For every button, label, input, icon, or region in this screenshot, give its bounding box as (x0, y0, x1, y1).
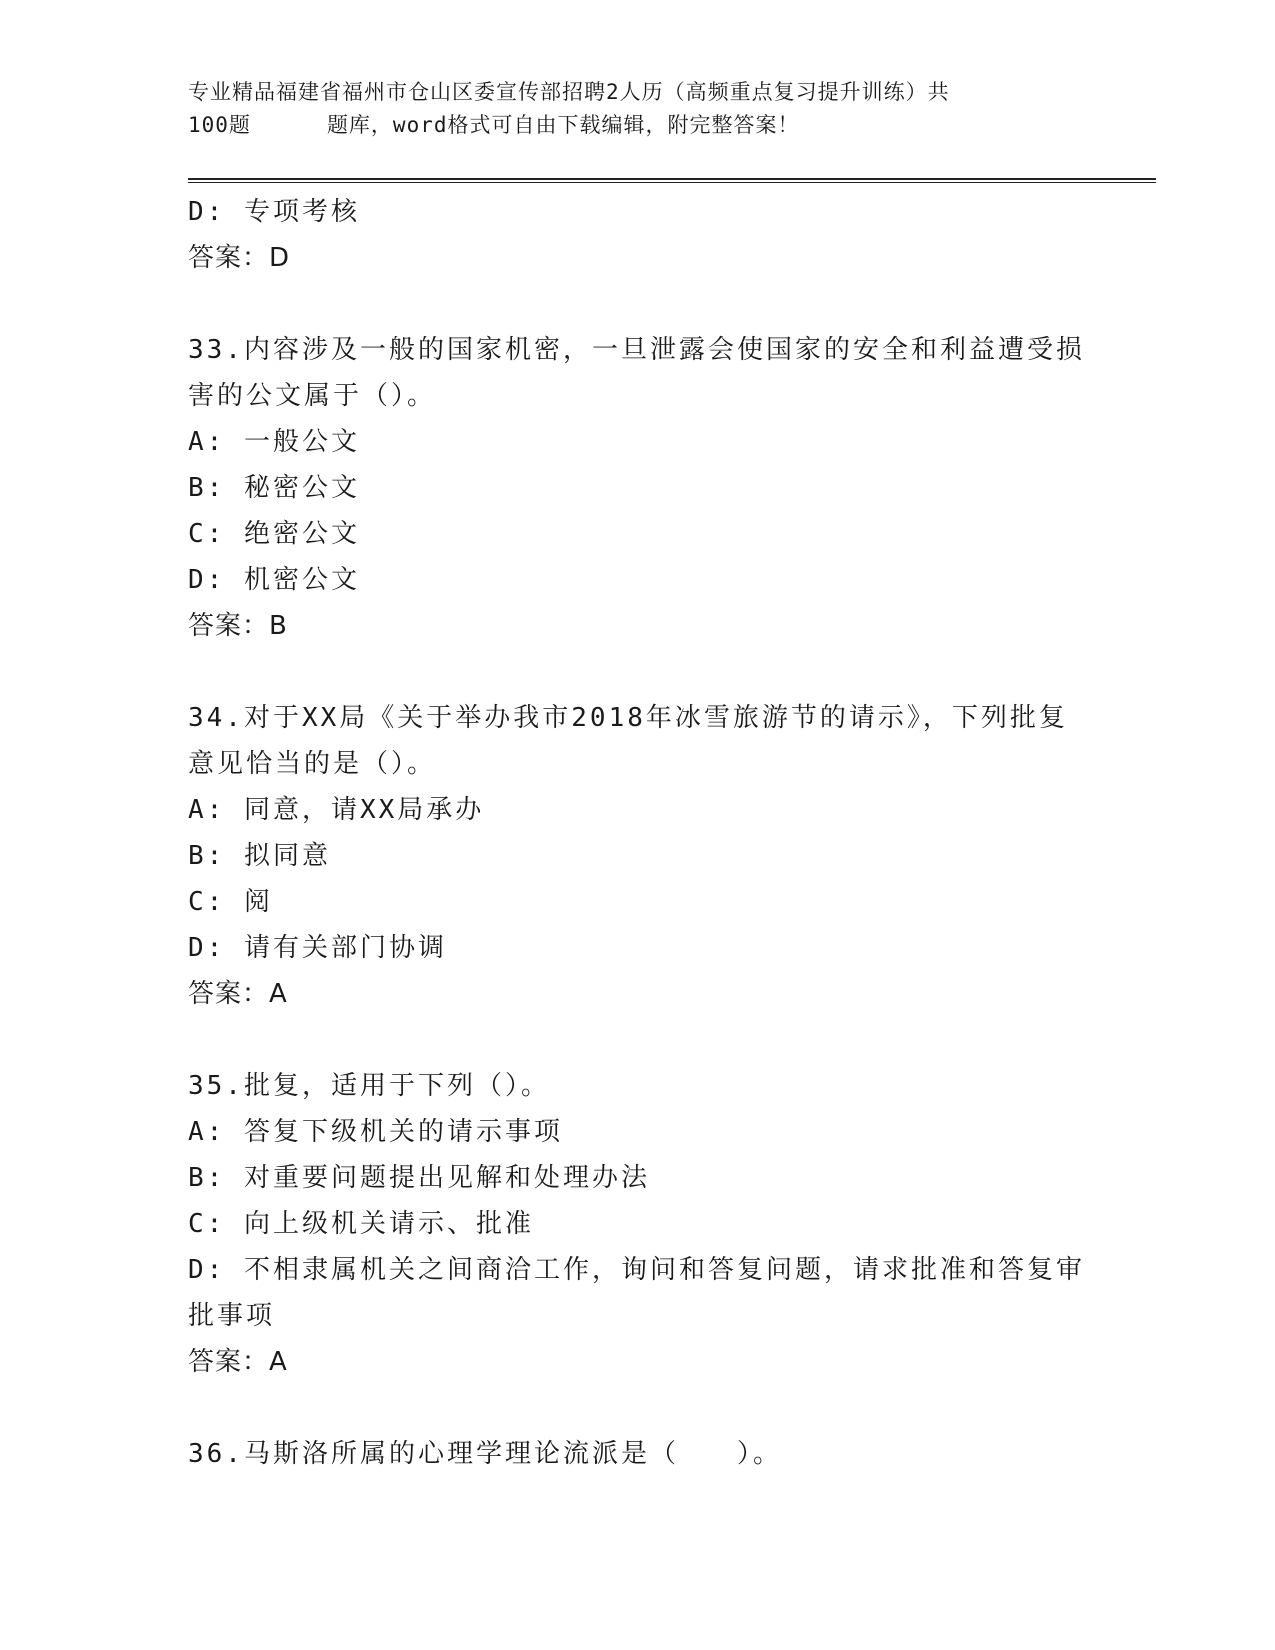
question-34-option-a: A: 同意，请XX局承办 (188, 795, 485, 825)
question-35-option-d-continued: 批事项 (188, 1301, 276, 1331)
question-34-answer: 答案：A (188, 979, 288, 1009)
question-33-option-c: C: 绝密公文 (188, 519, 360, 549)
question-35-option-b: B: 对重要问题提出见解和处理办法 (188, 1163, 650, 1193)
question-33-option-b: B: 秘密公文 (188, 473, 360, 503)
header-divider (188, 178, 1156, 183)
question-33-text-line1: 33.内容涉及一般的国家机密，一旦泄露会使国家的安全和利益遭受损 (188, 335, 1085, 365)
header-title-line1: 专业精品福建省福州市仓山区委宣传部招聘2人历（高频重点复习提升训练）共 (188, 80, 950, 104)
prev-option-d: D: 专项考核 (188, 197, 360, 227)
question-35-answer: 答案：A (188, 1347, 288, 1377)
question-33-option-d: D: 机密公文 (188, 565, 360, 595)
header-description: 题库，word格式可自由下载编辑，附完整答案！ (326, 113, 800, 137)
document-body (188, 189, 1088, 1477)
prev-answer: 答案：D (188, 243, 291, 273)
document-page (188, 0, 1158, 1650)
question-34-option-c: C: 阅 (188, 887, 273, 917)
question-35-option-a: A: 答复下级机关的请示事项 (188, 1117, 563, 1147)
header-count: 100题 (188, 113, 251, 137)
question-35-option-c: C: 向上级机关请示、批准 (188, 1209, 534, 1239)
question-33-text-line2: 害的公文属于（）。 (188, 381, 437, 411)
question-35-option-d: D: 不相隶属机关之间商洽工作，询问和答复问题，请求批准和答复审 (188, 1255, 1085, 1285)
page-header (188, 76, 1088, 142)
question-34-option-d: D: 请有关部门协调 (188, 933, 447, 963)
question-33-option-a: A: 一般公文 (188, 427, 360, 457)
question-34-option-b: B: 拟同意 (188, 841, 331, 871)
question-36-text: 36.马斯洛所属的心理学理论流派是（ ）。 (188, 1439, 782, 1469)
header-title-line2 (188, 109, 1088, 142)
question-34-text-line1: 34.对于XX局《关于举办我市2018年冰雪旅游节的请示》，下列批复 (188, 703, 1068, 733)
question-34-text-line2: 意见恰当的是（）。 (188, 749, 437, 779)
question-35-text: 35.批复，适用于下列（）。 (188, 1071, 550, 1101)
question-33-answer: 答案：B (188, 611, 288, 641)
